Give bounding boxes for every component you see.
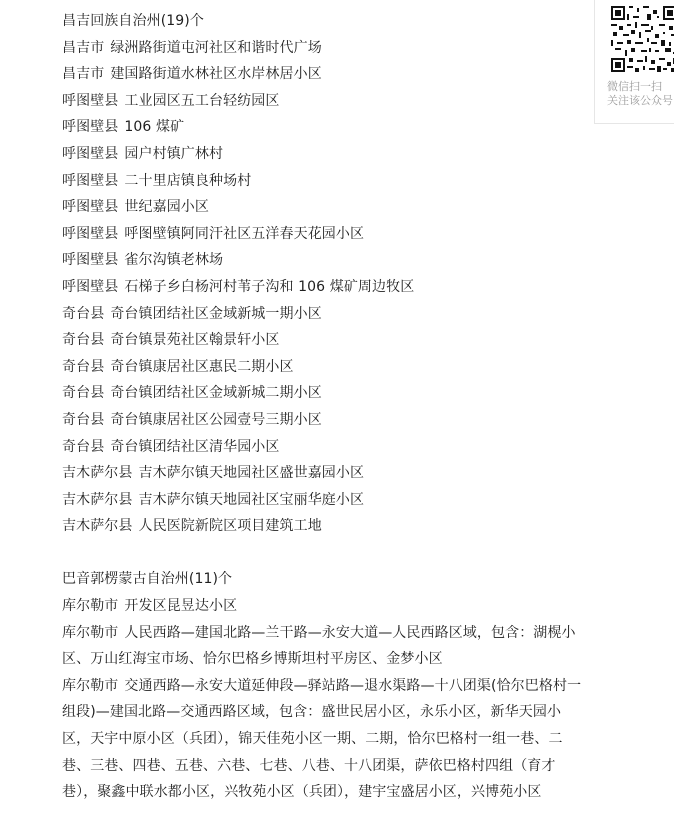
item-detail: 奇台镇景苑社区翰景轩小区 xyxy=(110,332,280,349)
item-detail: 世纪嘉园小区 xyxy=(124,199,210,216)
item-place: 昌吉市 xyxy=(62,39,105,56)
item-detail: 开发区昆昱达小区 xyxy=(124,598,238,615)
section-heading: 昌吉回族自治州(19)个 xyxy=(62,13,204,29)
item-place: 昌吉市 xyxy=(62,66,105,83)
list-item xyxy=(62,35,582,62)
list-item xyxy=(62,513,582,540)
item-detail: 吉木萨尔镇天地园社区宝丽华庭小区 xyxy=(138,491,365,508)
list-item xyxy=(62,274,582,301)
item-detail: 呼图壁镇阿同汗社区五洋春天花园小区 xyxy=(124,225,365,242)
qr-follow-panel xyxy=(594,0,674,124)
item-detail: 雀尔沟镇老林场 xyxy=(124,252,224,269)
list-item xyxy=(62,354,582,381)
list-item xyxy=(62,168,582,195)
list-item xyxy=(62,593,582,620)
item-detail: 工业园区五工台轻纺园区 xyxy=(124,92,280,109)
list-item xyxy=(62,407,582,434)
item-detail: 奇台镇团结社区金域新城二期小区 xyxy=(110,385,322,402)
qr-code-graphic xyxy=(611,6,674,72)
item-detail: 106 煤矿 xyxy=(124,119,185,136)
item-place: 呼图壁县 xyxy=(62,199,119,216)
item-place: 奇台县 xyxy=(62,411,105,428)
list-item xyxy=(62,194,582,221)
item-place: 库尔勒市 xyxy=(62,624,119,641)
list-item xyxy=(62,221,582,248)
list-item xyxy=(62,380,582,407)
item-detail: 人民西路—建国北路—兰干路—永安大道—人民西路区域，包含：湖榥小区、万山红海宝市场、恰尔巴格乡博斯坦村平房区、金梦小区 xyxy=(62,624,576,668)
list-item xyxy=(62,487,582,514)
item-detail: 二十里店镇良种场村 xyxy=(124,172,252,189)
item-place: 呼图壁县 xyxy=(62,172,119,189)
item-place: 呼图壁县 xyxy=(62,225,119,242)
item-detail: 吉木萨尔镇天地园社区盛世嘉园小区 xyxy=(138,465,365,482)
qr-code-image xyxy=(611,6,674,72)
item-detail: 奇台镇团结社区清华园小区 xyxy=(110,438,280,455)
section-changji xyxy=(62,8,582,540)
list-item xyxy=(62,673,582,806)
list-item xyxy=(62,327,582,354)
item-detail: 交通西路—永安大道延伸段—驿站路—退水渠路—十八团渠(恰尔巴格村一组段)—建国北路—交通西路区域，包含：盛世民居小区，永乐小区，新华天园小区，天宇中原小区（兵团），锦天佳苑小区一期、二期，恰尔巴格村一组一巷、二巷、三巷、四巷、五巷、六巷、七巷、八巷、十八团渠，萨依巴格村四组（育才巷），聚鑫中联水都小区，兴牧苑小区（兵团），建宇宝盛居小区，兴博苑小区 xyxy=(62,677,582,801)
section-heading: 巴音郭楞蒙古自治州(11)个 xyxy=(62,571,233,588)
item-place: 库尔勒市 xyxy=(62,598,119,615)
item-detail: 人民医院新院区项目建筑工地 xyxy=(138,518,322,535)
item-detail: 园户村镇广林村 xyxy=(124,145,224,162)
item-place: 奇台县 xyxy=(62,332,105,349)
qr-caption-line2: 关注该公众号 xyxy=(607,94,673,107)
item-place: 奇台县 xyxy=(62,305,105,322)
section-bayingolin xyxy=(62,566,582,805)
item-detail: 奇台镇康居社区公园壹号三期小区 xyxy=(110,411,322,428)
list-item xyxy=(62,61,582,88)
qr-caption xyxy=(607,80,674,108)
item-place: 吉木萨尔县 xyxy=(62,518,133,535)
item-place: 呼图壁县 xyxy=(62,119,119,136)
item-place: 吉木萨尔县 xyxy=(62,491,133,508)
item-detail: 石梯子乡白杨河村苇子沟和 106 煤矿周边牧区 xyxy=(124,278,415,295)
item-place: 呼图壁县 xyxy=(62,252,119,269)
item-place: 呼图壁县 xyxy=(62,145,119,162)
item-place: 奇台县 xyxy=(62,385,105,402)
item-detail: 奇台镇团结社区金域新城一期小区 xyxy=(110,305,322,322)
item-detail: 建国路街道水林社区水岸林居小区 xyxy=(110,66,322,83)
item-place: 呼图壁县 xyxy=(62,92,119,109)
list-item xyxy=(62,114,582,141)
list-item xyxy=(62,301,582,328)
item-detail: 奇台镇康居社区惠民二期小区 xyxy=(110,358,294,375)
item-place: 呼图壁县 xyxy=(62,278,119,295)
list-item xyxy=(62,460,582,487)
article-body xyxy=(62,8,582,806)
list-item xyxy=(62,247,582,274)
item-place: 吉木萨尔县 xyxy=(62,465,133,482)
item-place: 奇台县 xyxy=(62,358,105,375)
list-item xyxy=(62,141,582,168)
list-item xyxy=(62,88,582,115)
qr-caption-line1: 微信扫一扫 xyxy=(607,80,662,93)
list-item xyxy=(62,620,582,673)
item-detail: 绿洲路街道屯河社区和谐时代广场 xyxy=(110,39,322,56)
item-place: 库尔勒市 xyxy=(62,677,119,694)
list-item xyxy=(62,434,582,461)
item-place: 奇台县 xyxy=(62,438,105,455)
